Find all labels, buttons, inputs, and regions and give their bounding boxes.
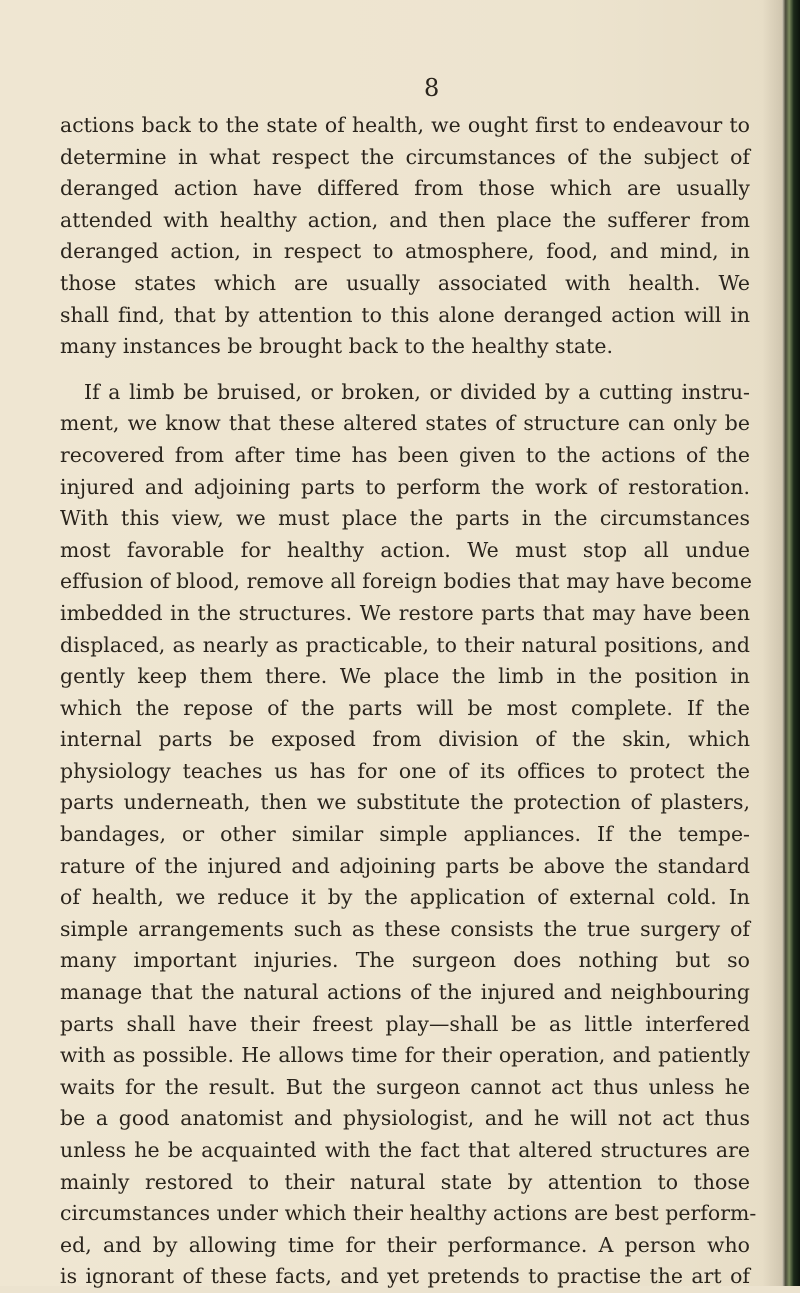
- text-line: of health, we reduce it by the application of external cold. In: [60, 885, 750, 910]
- text-line: with as possible. He allows time for their operation, and patiently: [60, 1043, 750, 1068]
- text-line: bandages, or other similar simple appliances. If the tempe-: [60, 822, 750, 847]
- text-line: deranged action have differed from those which are usually: [60, 176, 750, 201]
- text-line: be a good anatomist and physiologist, and he will not act thus: [60, 1106, 750, 1131]
- text-line: most favorable for healthy action. We must stop all undue: [60, 537, 750, 562]
- body-text: [60, 110, 757, 1293]
- text-line: simple arrangements such as these consists the true surgery of: [60, 916, 750, 941]
- text-line: imbedded in the structures. We restore parts that may have been: [60, 600, 750, 625]
- text-line: manage that the natural actions of the injured and neighbouring: [60, 980, 750, 1005]
- text-line: waits for the result. But the surgeon cannot act thus unless he: [60, 1074, 750, 1099]
- text-line: determine in what respect the circumstances of the subject of: [60, 144, 750, 169]
- text-line: which the repose of the parts will be most complete. If the: [60, 695, 750, 720]
- gutter-shadow: [762, 0, 782, 1286]
- text-line: ed, and by allowing time for their performance. A person who: [60, 1232, 750, 1257]
- text-line: is ignorant of these facts, and yet pretends to practise the art of: [60, 1264, 750, 1289]
- text-line: many important injuries. The surgeon does nothing but so: [60, 948, 750, 973]
- paragraph-1: [60, 110, 750, 363]
- text-line: those states which are usually associated with health. We: [60, 270, 750, 295]
- book-binding-edge: [782, 0, 800, 1286]
- text-line: ment, we know that these altered states of structure can only be: [60, 411, 750, 436]
- text-line: parts underneath, then we substitute the protection of plasters,: [60, 790, 750, 815]
- text-line: parts shall have their freest play—shall be as little interfered: [60, 1011, 750, 1036]
- text-line: With this view, we must place the parts in the circumstances: [60, 506, 750, 531]
- text-line: actions back to the state of health, we ought first to endeavour to: [60, 113, 750, 137]
- text-line: gently keep them there. We place the limb in the position in: [60, 664, 750, 689]
- text-line: many instances be brought back to the healthy state.: [60, 334, 613, 359]
- text-line: If a limb be bruised, or broken, or divided by a cutting instru-: [84, 379, 750, 404]
- text-line: rature of the injured and adjoining parts be above the standard: [60, 853, 750, 878]
- text-line: displaced, as nearly as practicable, to their natural positions, and: [60, 632, 750, 657]
- text-line: attended with healthy action, and then place the sufferer from: [60, 207, 750, 232]
- text-line: shall find, that by attention to this alone deranged action will in: [60, 302, 750, 327]
- page-number: 8: [424, 74, 440, 102]
- text-line: recovered from after time has been given to the actions of the: [60, 442, 750, 467]
- paragraph-gap: [60, 363, 750, 377]
- text-line: effusion of blood, remove all foreign bodies that may have become: [60, 569, 753, 594]
- text-line: injured and adjoining parts to perform the work of restoration.: [60, 474, 750, 499]
- text-line: mainly restored to their natural state by attention to those: [60, 1169, 750, 1194]
- text-line: deranged action, in respect to atmosphere, food, and mind, in: [60, 239, 750, 264]
- text-line: circumstances under which their healthy actions are best perform-: [60, 1201, 757, 1226]
- text-line: physiology teaches us has for one of its offices to protect the: [60, 758, 750, 783]
- text-line: unless he be acquainted with the fact that altered structures are: [60, 1138, 750, 1162]
- text-line: internal parts be exposed from division of the skin, which: [60, 727, 750, 752]
- paragraph-2: [60, 377, 757, 1293]
